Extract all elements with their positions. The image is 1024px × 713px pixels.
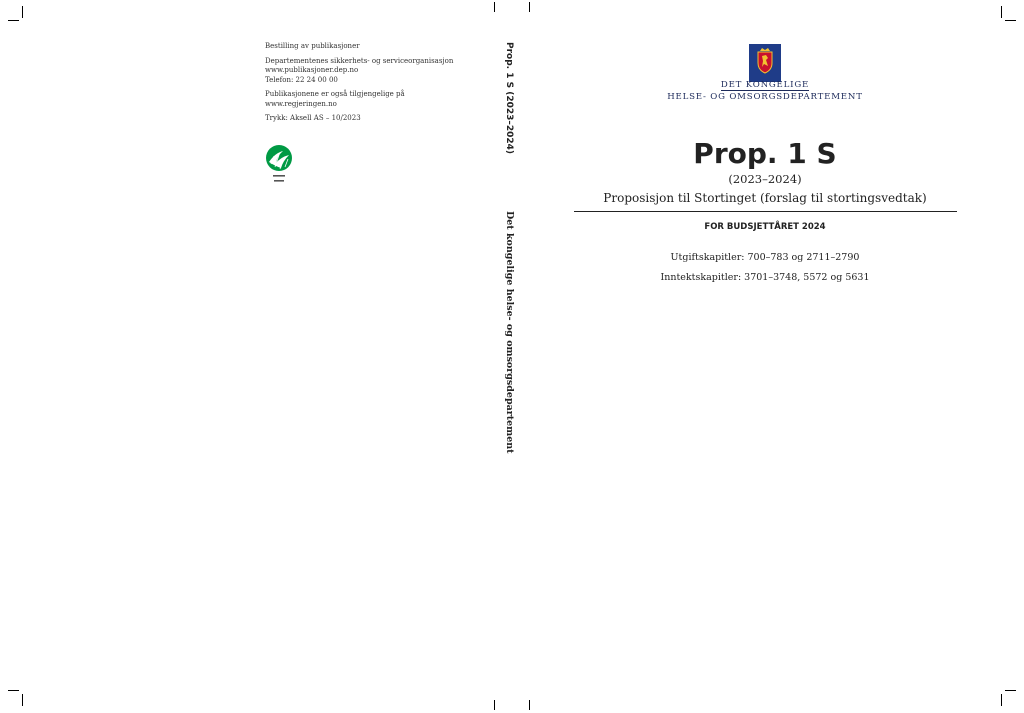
- coat-of-arms-icon: [749, 44, 781, 82]
- print-info: Trykk: Aksell AS – 10/2023: [265, 114, 361, 122]
- spine-department: Det kongelige helse- og omsorgsdepartement: [504, 211, 515, 454]
- dept-line-1: DET KONGELIGE: [720, 80, 810, 90]
- crop-mark: [1005, 20, 1016, 21]
- department-name: [650, 80, 880, 102]
- crop-mark: [8, 690, 19, 691]
- proposition-title: Prop. 1 S: [693, 137, 837, 170]
- crop-mark: [494, 2, 495, 12]
- org-phone: Telefon: 22 24 00 00: [265, 75, 338, 84]
- back-cover-info: [265, 42, 505, 129]
- expense-chapters: Utgiftskapitler: 700–783 og 2711–2790: [670, 252, 860, 263]
- swan-ecolabel-logo: [265, 143, 293, 185]
- income-chapters: Inntektskapitler: 3701–3748, 5572 og 5631: [660, 272, 870, 283]
- proposition-subtitle: Proposisjon til Stortinget (forslag til stortingsvedtak): [603, 191, 927, 205]
- crop-mark: [494, 700, 495, 710]
- crop-mark: [529, 700, 530, 710]
- org-name: Departementenes sikkerhets- og serviceorganisasjon: [265, 56, 454, 65]
- available-text: Publikasjonene er også tilgjengelige på: [265, 90, 405, 98]
- session-years: (2023–2024): [728, 172, 802, 186]
- crop-mark: [1005, 690, 1016, 691]
- spine: [504, 42, 520, 454]
- regjeringen-link[interactable]: www.regjeringen.no: [265, 99, 337, 108]
- crop-mark: [22, 694, 23, 706]
- dept-line-2: HELSE- OG OMSORGSDEPARTEMENT: [667, 92, 863, 102]
- crop-mark: [529, 2, 530, 12]
- order-heading: Bestilling av publikasjoner: [265, 42, 360, 50]
- dept-divider: [721, 90, 809, 91]
- crop-mark: [1001, 6, 1002, 18]
- title-divider: [574, 211, 957, 212]
- crop-mark: [22, 6, 23, 18]
- budget-year: FOR BUDSJETTÅRET 2024: [704, 222, 826, 232]
- org-web-link[interactable]: www.publikasjoner.dep.no: [265, 66, 359, 74]
- spine-title: Prop. 1 S (2023–2024): [504, 42, 514, 155]
- crop-mark: [1001, 694, 1002, 706]
- crop-mark: [8, 20, 19, 21]
